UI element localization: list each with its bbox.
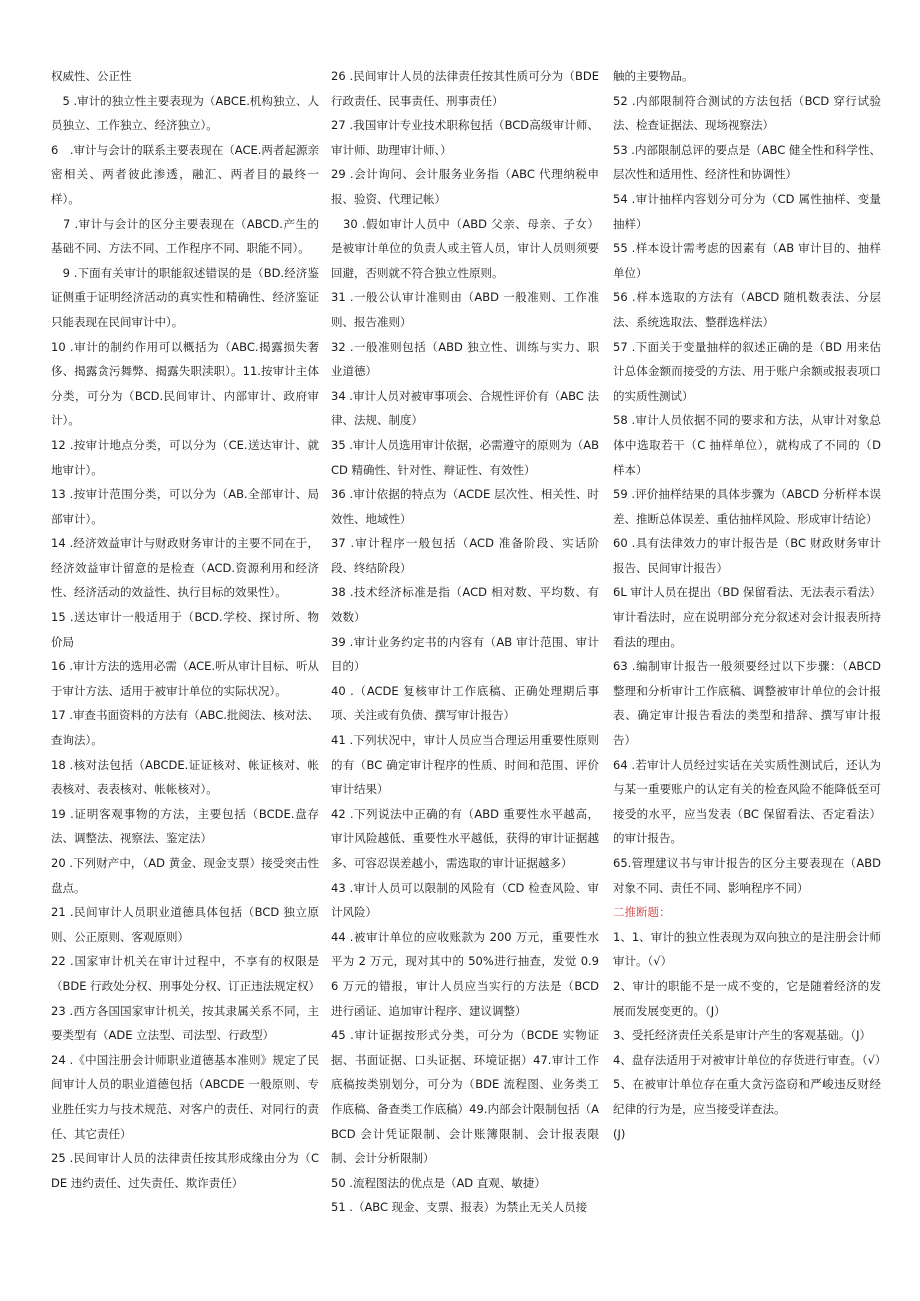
paragraph: 52 .内部限制符合测试的方法包括（BCD 穿行试验法、检查证据法、现场视察法） [613,93,881,133]
paragraph: 15 .送达审计一般适用于（BCD.学校、探讨所、物价局 [51,610,319,649]
paragraph: 56 .样本选取的方法有（ABCD 随机数表法、分层法、系统选取法、整群选样法） [613,290,881,329]
paragraph: 7 .审计与会计的区分主要表现在（ABCD.产生的基础不同、方法不同、工作程序不同、职能不同）。 [51,216,319,256]
paragraph: 23 .西方各国国家审计机关，按其隶属关系不同，主要类型有（ADE 立法型、司法型、行政型） [51,1003,319,1043]
paragraph: 5、在被审计单位存在重大贪污盗窃和严峻违反财经纪律的行为是，应当接受详查法。 [613,1077,881,1116]
paragraph: 51 .（ABC 现金、支票、报表）为禁止无关人员接 [331,1200,588,1215]
paragraph: 6 .审计与会计的联系主要表现在（ACE.两者起源亲密相关、两者彼此渗透，融汇、两者目的最终一样）。 [51,142,319,206]
text-column-left [51,64,319,1195]
paragraph: 2、审计的职能不是一成不变的，它是随着经济的发展而发展变更的。（J） [613,978,881,1018]
paragraph: 30 .假如审计人员中（ABD 父亲、母亲、子女）是被审计单位的负责人或主管人员，审计人员则须要回避，否则就不符合独立性原则。 [331,216,599,280]
paragraph: 触的主要物品。 [613,69,694,83]
paragraph: 1、1、审计的独立性表现为双向独立的是注册会计师审计。（√） [613,929,881,969]
paragraph: 12 .按审计地点分类，可以分为（CE.送达审计、就地审计）。 [51,437,319,477]
paragraph: 58 .审计人员依据不同的要求和方法，从审计对象总体中选取若干（C 抽样单位），就构成了不同的（D 样本） [613,413,881,477]
paragraph: 43 .审计人员可以限制的风险有（CD 检查风险、审计风险） [331,880,599,920]
paragraph: 20 .下列财产中，（AD 黄金、现金支票）接受突击性盘点。 [51,856,319,895]
paragraph: 29 .会计询问、会计服务业务指（ABC 代理纳税申报、验资、代理记帐） [331,167,599,206]
paragraph: 31 .一般公认审计准则由（ABD 一般准则、工作准则、报告准则） [331,290,599,329]
paragraph: 44 .被审计单位的应收账款为 200 万元，重要性水平为 2 万元，现对其中的 50%进行抽查，发觉 0.96 万元的错报，审计人员应当实行的方法是（BCD 进行函证、追加审计程序、建议调整） [331,929,599,1018]
paragraph: 36 .审计依据的特点为（ACDE 层次性、相关性、时效性、地域性） [331,487,599,526]
paragraph: 权威性、公正性 [51,69,132,83]
paragraph: 22 .国家审计机关在审计过程中，不享有的权限是（BDE 行政处分权、刑事处分权、订正违法规定权） [51,954,321,993]
paragraph: 37 .审计程序一般包括（ACD 准备阶段、实话阶段、终结阶段） [331,536,599,575]
paragraph: 16 .审计方法的选用必需（ACE.听从审计目标、听从于审计方法、适用于被审计单位的实际状况）。 [51,659,319,698]
paragraph: 34 .审计人员对被审事项会、合规性评价有（ABC 法律、法规、制度） [331,388,599,428]
paragraph: 60 .具有法律效力的审计报告是（BC 财政财务审计报告、民间审计报告） [613,536,881,575]
paragraph: 14 .经济效益审计与财政财务审计的主要不同在于，经济效益审计留意的是检查（ACD.资源利用和经济性、经济活动的效益性、执行目标的效果性）。 [51,536,319,600]
paragraph: 42 .下列说法中正确的有（ABD 重要性水平越高，审计风险越低、重要性水平越低，获得的审计证据越多、可容忍误差越小，需选取的审计证据越多） [331,806,599,870]
paragraph: 6L 审计人员在提出（BD 保留看法、无法表示看法）审计看法时，应在说明部分充分叙述对会计报表所持看法的理由。 [613,585,881,649]
paragraph: 17 .审查书面资料的方法有（ABC.批阅法、核对法、查询法）。 [51,708,319,748]
paragraph: 45 .审计证据按形式分类，可分为（BCDE 实物证据、书面证据、口头证据、环境证据）47.审计工作底稿按类别划分，可分为（BDE 流程图、业务类工作底稿、备查类工作底稿）49.内部会计限制包括（ABCD 会计凭证限制、会计账簿限制、会计报表限制、会计分析限制） [331,1028,599,1166]
text-column-right [613,64,887,1146]
paragraph: 40 .（ACDE 复核审计工作底稿、正确处理期后事项、关注或有负债、撰写审计报告） [331,683,599,723]
paragraph: 21 .民间审计人员职业道德具体包括（BCD 独立原则、公正原则、客观原则） [51,905,319,944]
paragraph: 19 .证明客观事物的方法，主要包括（BCDE.盘存法、调整法、视察法、鉴定法） [51,806,319,846]
paragraph: 13 .按审计范围分类，可以分为（AB.全部审计、局部审计）。 [51,487,319,526]
paragraph: 4、盘存法适用于对被审计单位的存货进行审查。（√） [613,1052,887,1067]
paragraph: 5 .审计的独立性主要表现为（ABCE.机构独立、人员独立、工作独立、经济独立）。 [51,93,319,133]
paragraph: 57 .下面关于变量抽样的叙述正确的是（BD 用来估计总体金额而接受的方法、用于账户余额或报表项口的实质性测试） [613,339,881,403]
paragraph: 26 .民间审计人员的法律责任按其性质可分为（BDE 行政责任、民事责任、刑事责任） [331,69,599,108]
paragraph: 10 .审计的制约作用可以概括为（ABC.揭露损失奢侈、揭露贪污舞弊、揭露失职渎职）。11.按审计主体分类，可分为（BCD.民间审计、内部审计、政府审计）。 [51,339,319,428]
paragraph: 63 .编制审计报告一般须要经过以下步骤：（ABCD 整理和分析审计工作底稿、调整被审计单位的会计报表、确定审计报告看法的类型和措辞、撰写审计报告） [613,659,881,748]
paragraph: 32 .一般准则包括（ABD 独立性、训练与实力、职业道德） [331,339,599,379]
paragraph: 38 .技术经济标准是指（ACD 相对数、平均数、有效数） [331,585,599,625]
paragraph: 54 .审计抽样内容划分可分为（CD 属性抽样、变量抽样） [613,191,881,231]
paragraph: 9 .下面有关审计的职能叙述错误的是（BD.经济鉴证侧重于证明经济活动的真实性和精确性、经济鉴证只能表现在民间审计中）。 [51,265,319,329]
paragraph: 25 .民间审计人员的法律责任按其形成缘由分为（CDE 违约责任、过失责任、欺诈责任） [51,1151,319,1190]
paragraph: 64 .若审计人员经过实话在关实质性测试后，还认为与某一重要账户的认定有关的检查风险不能降低至可接受的水平，应当发表（BC 保留看法、否定看法）的审计报告。 [613,757,881,846]
paragraph: 39 .审计业务约定书的内容有（AB 审计范围、审计目的） [331,634,599,674]
paragraph: 41 .下列状况中，审计人员应当合理运用重要性原则的有（BC 确定审计程序的性质、时间和范围、评价审计结果） [331,733,599,797]
paragraph: 27 .我国审计专业技术职称包括（BCD高级审计师、审计师、助理审计师、） [331,118,599,157]
paragraph: 55 .样本设计需考虑的因素有（AB 审计目的、抽样单位） [613,241,881,280]
paragraph: 65.管理建议书与审计报告的区分主要表现在（ABD 对象不同、责任不同、影响程序不同） [613,856,881,895]
paragraph: 35 .审计人员选用审计依据，必需遵守的原则为（ABCD 精确性、针对性、辩证性、有效性） [331,437,599,477]
section-heading: 二推断题： [613,905,671,920]
paragraph: 59 .评价抽样结果的具体步骤为（ABCD 分析样本误差、推断总体误差、重估抽样风险、形成审计结论） [613,487,881,526]
paragraph: (J) [613,1126,626,1141]
paragraph: 18 .核对法包括（ABCDE.证证核对、帐证核对、帐表核对、表表核对、帐帐核对）。 [51,757,319,797]
paragraph: 50 .流程图法的优点是（AD 直观、敏捷） [331,1175,546,1190]
paragraph: 24 .《中国注册会计师职业道德基本准则》规定了民间审计人员的职业道德包括（ABCDE 一般原则、专业胜任实力与技术规范、对客户的责任、对同行的责任、其它责任） [51,1052,319,1141]
paragraph: 53 .内部限制总评的要点是（ABC 健全性和科学性、层次性和适用性、经济性和协调性） [613,142,881,182]
paragraph: 3、受托经济责任关系是审计产生的客观基础。（J） [613,1028,871,1043]
text-column-middle [331,64,599,1220]
